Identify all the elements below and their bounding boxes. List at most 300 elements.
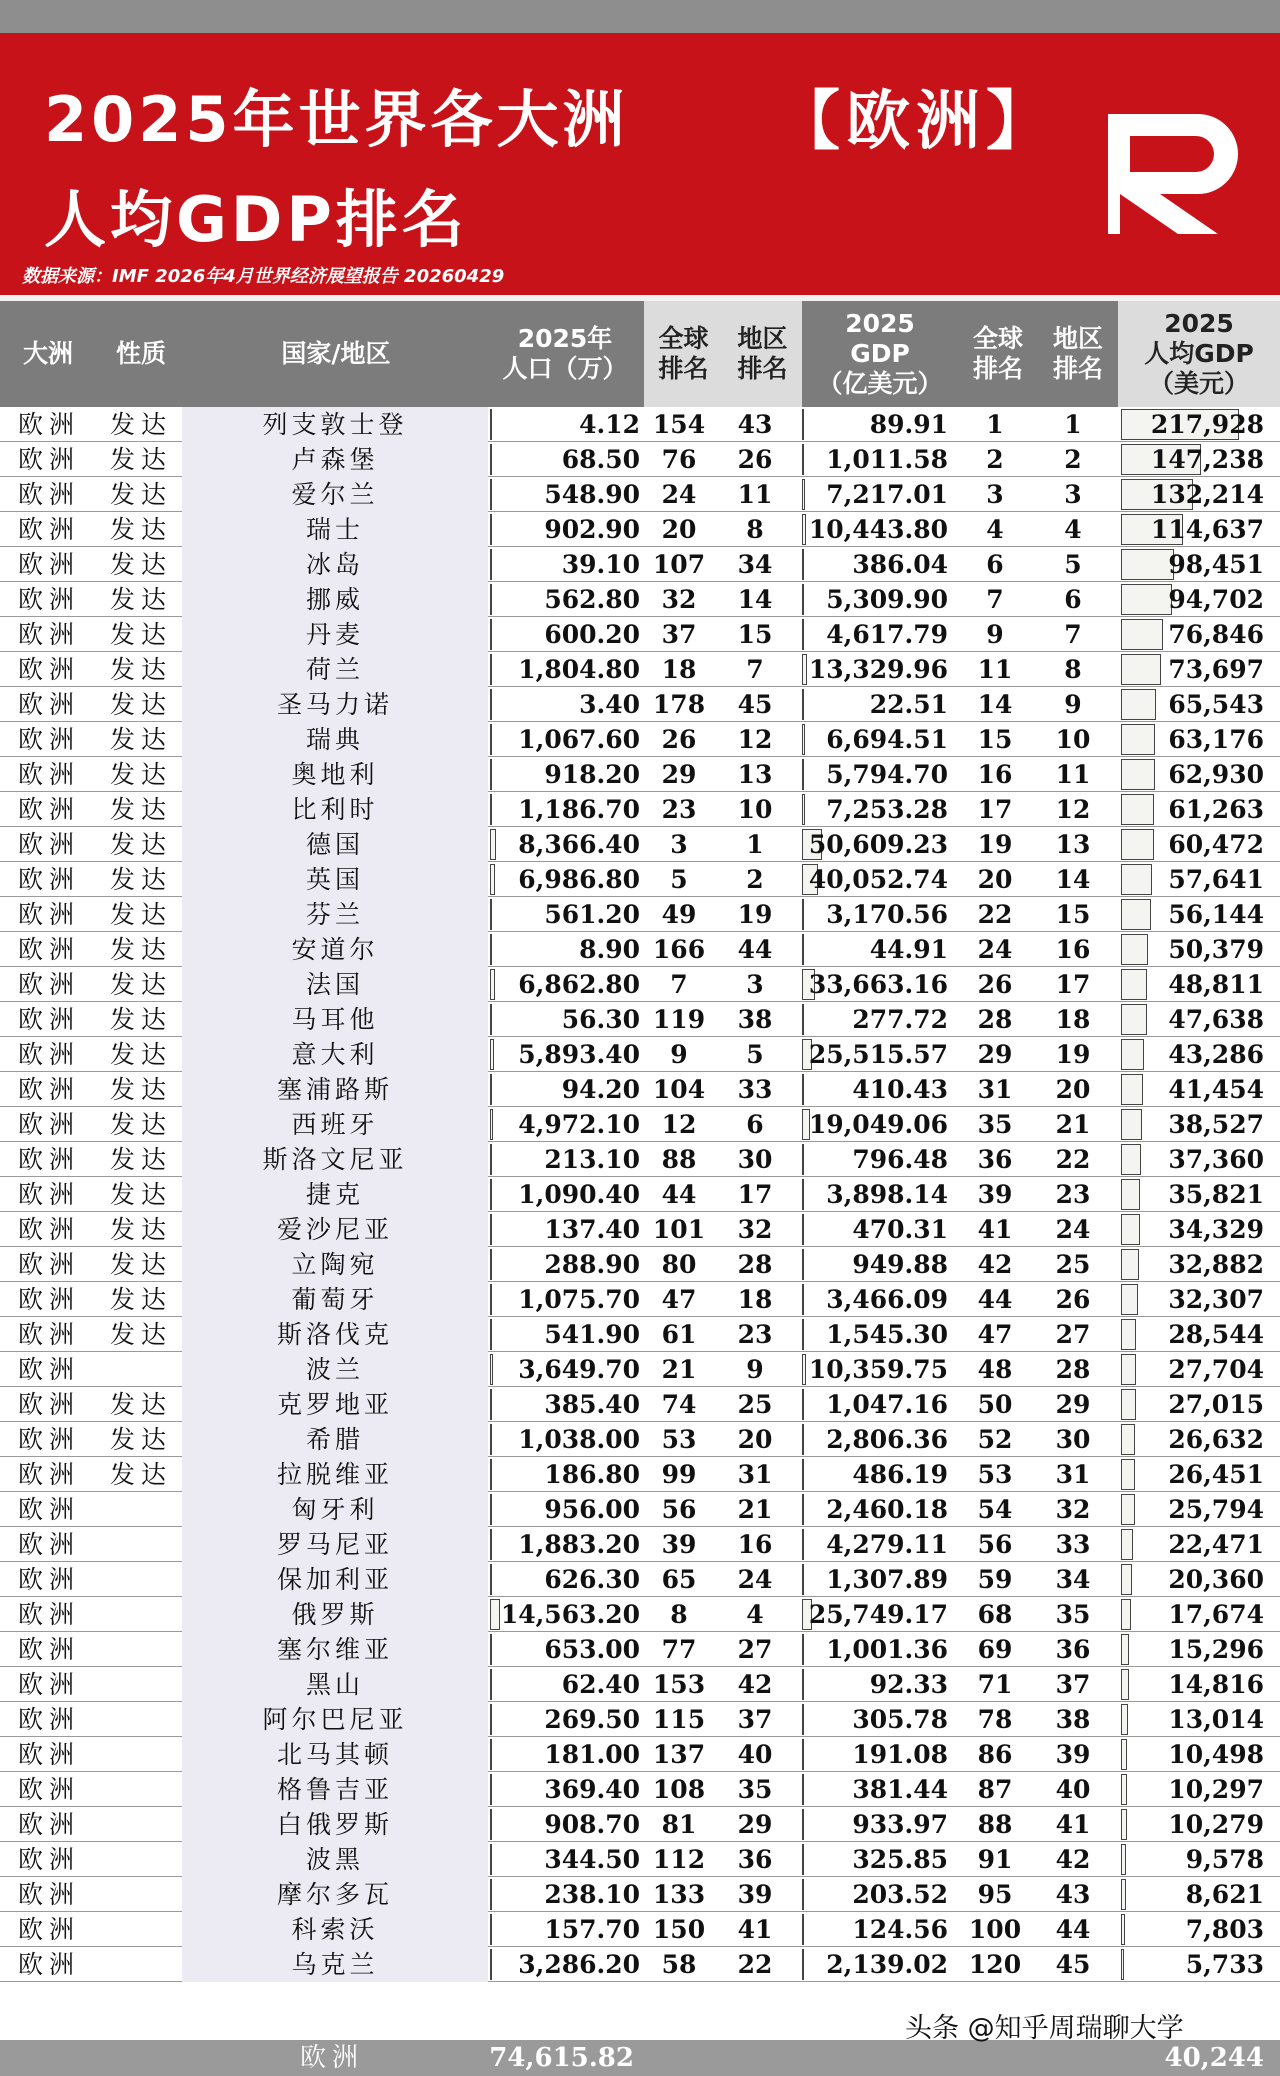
cell-type: 发达: [110, 1250, 173, 1279]
cell-gdp-region-rank: 8: [1064, 655, 1082, 684]
cell-gdp: 10,359.75: [808, 1355, 948, 1384]
cell-pop-region-rank: 37: [737, 1705, 773, 1734]
cell-continent: 欧洲: [18, 1040, 81, 1069]
cell-gdp-world-rank: 68: [977, 1600, 1013, 1629]
table-row: [0, 687, 1280, 722]
cell-pop-world-rank: 47: [661, 1285, 697, 1314]
cell-per-capita: 26,451: [1168, 1460, 1264, 1489]
cell-gdp: 2,139.02: [826, 1950, 948, 1979]
cell-gdp: 277.72: [852, 1005, 948, 1034]
cell-gdp-world-rank: 22: [977, 900, 1013, 929]
table-row: [0, 1562, 1280, 1597]
cell-gdp: 1,307.89: [826, 1565, 948, 1594]
cell-type: 发达: [110, 1110, 173, 1139]
gdp-bar: [802, 1634, 804, 1665]
cell-pop-region-rank: 39: [737, 1880, 773, 1909]
cell-population: 4,972.10: [518, 1110, 640, 1139]
table-row: [0, 1737, 1280, 1772]
cell-pop-world-rank: 115: [652, 1705, 706, 1734]
cell-gdp-world-rank: 9: [986, 620, 1004, 649]
gdp-bar: [802, 1214, 804, 1245]
cell-per-capita: 56,144: [1168, 900, 1264, 929]
cell-gdp-region-rank: 39: [1055, 1740, 1091, 1769]
cell-pop-region-rank: 33: [737, 1075, 773, 1104]
cell-type: 发达: [110, 1005, 173, 1034]
cell-pop-region-rank: 11: [737, 480, 773, 509]
gdp-bar: [802, 1739, 804, 1770]
gdp-bar: [802, 1494, 804, 1525]
cell-per-capita: 27,015: [1168, 1390, 1264, 1419]
cell-per-capita: 73,697: [1168, 655, 1264, 684]
col-type: 性质: [115, 339, 166, 368]
cell-continent: 欧洲: [18, 1635, 81, 1664]
cell-gdp-region-rank: 41: [1055, 1810, 1091, 1839]
cell-pop-region-rank: 34: [737, 550, 773, 579]
gdp-bar: [802, 899, 804, 930]
cell-continent: 欧洲: [18, 1425, 81, 1454]
cell-gdp-region-rank: 11: [1055, 760, 1091, 789]
table-row: [0, 1002, 1280, 1037]
cell-continent: 欧洲: [18, 865, 81, 894]
cell-name: 瑞典: [182, 722, 488, 757]
col-pop-world-rank: 全球 排名: [658, 324, 709, 383]
cell-gdp: 486.19: [852, 1460, 948, 1489]
cell-pop-world-rank: 53: [661, 1425, 697, 1454]
table-footer: [0, 2040, 1280, 2076]
cell-gdp-region-rank: 9: [1064, 690, 1082, 719]
cell-continent: 欧洲: [18, 1670, 81, 1699]
cell-gdp-region-rank: 23: [1055, 1180, 1091, 1209]
cell-type: 发达: [110, 1040, 173, 1069]
cell-gdp-world-rank: 1: [986, 410, 1004, 439]
cell-type: [110, 1352, 190, 1387]
gdp-bar: [802, 759, 804, 790]
cell-gdp-world-rank: 53: [977, 1460, 1013, 1489]
cell-pop-world-rank: 178: [652, 690, 706, 719]
cell-pop-region-rank: 5: [746, 1040, 764, 1069]
cell-gdp: 25,749.17: [808, 1600, 948, 1629]
cell-pop-world-rank: 101: [652, 1215, 706, 1244]
cell-gdp-world-rank: 88: [977, 1810, 1013, 1839]
cell-population: 62.40: [561, 1670, 640, 1699]
cell-pop-region-rank: 25: [737, 1390, 773, 1419]
gdp-bar: [802, 724, 805, 755]
cell-type: 发达: [110, 1215, 173, 1244]
cell-gdp: 44.91: [869, 935, 948, 964]
cell-gdp-world-rank: 36: [977, 1145, 1013, 1174]
cell-type: [110, 1912, 190, 1947]
cell-name: 意大利: [182, 1037, 488, 1072]
gdp-bar: [802, 1074, 804, 1105]
cell-gdp: 470.31: [852, 1215, 948, 1244]
cell-pop-world-rank: 99: [661, 1460, 697, 1489]
table-row: [0, 1877, 1280, 1912]
cell-gdp-region-rank: 10: [1055, 725, 1091, 754]
cell-continent: 欧洲: [18, 1775, 81, 1804]
cell-type: 发达: [110, 1285, 173, 1314]
cell-name: 斯洛文尼亚: [182, 1142, 488, 1177]
gdp-bar: [802, 1564, 804, 1595]
cell-population: 4.12: [579, 410, 640, 439]
cell-name: 奥地利: [182, 757, 488, 792]
cell-type: 发达: [110, 830, 173, 859]
cell-type: 发达: [110, 760, 173, 789]
cell-population: 39.10: [561, 550, 640, 579]
cell-type: 发达: [110, 725, 173, 754]
cell-pop-region-rank: 21: [737, 1495, 773, 1524]
table-row: [0, 862, 1280, 897]
cell-name: 荷兰: [182, 652, 488, 687]
cell-gdp: 124.56: [852, 1915, 948, 1944]
col-gdp-world-rank: 全球 排名: [972, 324, 1023, 383]
cell-continent: 欧洲: [18, 935, 81, 964]
cell-pop-world-rank: 154: [652, 410, 706, 439]
brand-logo: [1100, 100, 1260, 240]
cell-per-capita: 25,794: [1168, 1495, 1264, 1524]
cell-pop-region-rank: 40: [737, 1740, 773, 1769]
cell-pop-world-rank: 58: [661, 1950, 697, 1979]
gdp-bar: [802, 934, 804, 965]
cell-continent: 欧洲: [18, 690, 81, 719]
cell-gdp-world-rank: 100: [968, 1915, 1022, 1944]
cell-name: 北马其顿: [182, 1737, 488, 1772]
table-row: [0, 1632, 1280, 1667]
cell-name: 爱沙尼亚: [182, 1212, 488, 1247]
cell-continent: 欧洲: [18, 1355, 81, 1384]
cell-population: 269.50: [544, 1705, 640, 1734]
cell-population: 369.40: [544, 1775, 640, 1804]
cell-gdp-region-rank: 28: [1055, 1355, 1091, 1384]
cell-type: 发达: [110, 620, 173, 649]
table-row: [0, 1037, 1280, 1072]
cell-type: 发达: [110, 655, 173, 684]
cell-type: [110, 1562, 190, 1597]
cell-name: 比利时: [182, 792, 488, 827]
cell-type: [110, 1667, 190, 1702]
cell-gdp-region-rank: 31: [1055, 1460, 1091, 1489]
cell-per-capita: 132,214: [1150, 480, 1264, 509]
table-row: [0, 757, 1280, 792]
cell-continent: 欧洲: [18, 445, 81, 474]
cell-pop-world-rank: 9: [670, 1040, 688, 1069]
cell-continent: 欧洲: [18, 1005, 81, 1034]
table-row: [0, 547, 1280, 582]
cell-gdp-region-rank: 36: [1055, 1635, 1091, 1664]
cell-gdp-world-rank: 120: [968, 1950, 1022, 1979]
cell-pop-world-rank: 44: [661, 1180, 697, 1209]
cell-population: 5,893.40: [518, 1040, 640, 1069]
cell-gdp: 1,011.58: [826, 445, 948, 474]
cell-gdp-world-rank: 15: [977, 725, 1013, 754]
cell-type: [110, 1737, 190, 1772]
cell-pop-region-rank: 36: [737, 1845, 773, 1874]
cell-pop-region-rank: 18: [737, 1285, 773, 1314]
cell-continent: 欧洲: [18, 1320, 81, 1349]
cell-name: 冰岛: [182, 547, 488, 582]
cell-pop-region-rank: 31: [737, 1460, 773, 1489]
cell-pop-region-rank: 32: [737, 1215, 773, 1244]
cell-gdp: 19,049.06: [808, 1110, 948, 1139]
cell-pop-world-rank: 153: [652, 1670, 706, 1699]
cell-population: 541.90: [544, 1320, 640, 1349]
cell-population: 562.80: [544, 585, 640, 614]
cell-population: 626.30: [544, 1565, 640, 1594]
cell-gdp: 22.51: [869, 690, 948, 719]
table-row: [0, 1247, 1280, 1282]
gdp-bar: [802, 1424, 804, 1455]
cell-gdp-region-rank: 43: [1055, 1880, 1091, 1909]
gdp-bar: [802, 1284, 804, 1315]
cell-type: [110, 1632, 190, 1667]
cell-per-capita: 50,379: [1168, 935, 1264, 964]
cell-gdp-region-rank: 14: [1055, 865, 1091, 894]
table-row: [0, 512, 1280, 547]
cell-gdp: 325.85: [852, 1845, 948, 1874]
cell-pop-world-rank: 21: [661, 1355, 697, 1384]
cell-pop-world-rank: 107: [652, 550, 706, 579]
cell-gdp-region-rank: 17: [1055, 970, 1091, 999]
cell-population: 902.90: [544, 515, 640, 544]
cell-per-capita: 57,641: [1168, 865, 1264, 894]
cell-per-capita: 14,816: [1168, 1670, 1264, 1699]
cell-gdp-world-rank: 59: [977, 1565, 1013, 1594]
table-row: [0, 1947, 1280, 1982]
table-row: [0, 967, 1280, 1002]
cell-gdp-world-rank: 86: [977, 1740, 1013, 1769]
cell-type: 发达: [110, 585, 173, 614]
cell-gdp: 3,170.56: [826, 900, 948, 929]
cell-gdp: 40,052.74: [808, 865, 948, 894]
cell-gdp: 2,460.18: [826, 1495, 948, 1524]
cell-type: 发达: [110, 410, 173, 439]
cell-gdp-world-rank: 91: [977, 1845, 1013, 1874]
cell-name: 克罗地亚: [182, 1387, 488, 1422]
top-strip: [0, 0, 1280, 33]
cell-gdp-world-rank: 7: [986, 585, 1004, 614]
cell-type: 发达: [110, 1460, 173, 1489]
cell-gdp-world-rank: 6: [986, 550, 1004, 579]
cell-pop-world-rank: 112: [652, 1845, 706, 1874]
cell-gdp-region-rank: 25: [1055, 1250, 1091, 1279]
cell-population: 1,090.40: [518, 1180, 640, 1209]
cell-type: [110, 1842, 190, 1877]
cell-gdp-world-rank: 24: [977, 935, 1013, 964]
cell-pop-region-rank: 16: [737, 1530, 773, 1559]
cell-name: 捷克: [182, 1177, 488, 1212]
cell-population: 548.90: [544, 480, 640, 509]
table-row: [0, 1597, 1280, 1632]
cell-gdp-world-rank: 20: [977, 865, 1013, 894]
gdp-bar: [802, 689, 804, 720]
cell-name: 挪威: [182, 582, 488, 617]
cell-pop-region-rank: 35: [737, 1775, 773, 1804]
table-row: [0, 1492, 1280, 1527]
cell-continent: 欧洲: [18, 1705, 81, 1734]
cell-pop-region-rank: 23: [737, 1320, 773, 1349]
cell-pop-world-rank: 166: [652, 935, 706, 964]
cell-continent: 欧洲: [18, 1600, 81, 1629]
cell-gdp-world-rank: 48: [977, 1355, 1013, 1384]
cell-gdp-region-rank: 19: [1055, 1040, 1091, 1069]
cell-gdp: 949.88: [852, 1250, 948, 1279]
cell-population: 385.40: [544, 1390, 640, 1419]
table-row: [0, 1667, 1280, 1702]
cell-gdp: 33,663.16: [808, 970, 948, 999]
cell-pop-region-rank: 44: [737, 935, 773, 964]
cell-type: [110, 1772, 190, 1807]
cell-continent: 欧洲: [18, 1740, 81, 1769]
cell-per-capita: 32,882: [1168, 1250, 1264, 1279]
cell-population: 600.20: [544, 620, 640, 649]
gdp-bar: [802, 1949, 804, 1980]
cell-name: 英国: [182, 862, 488, 897]
page-title-line2: 人均GDP排名: [44, 183, 468, 256]
cell-gdp-region-rank: 27: [1055, 1320, 1091, 1349]
table-row: [0, 1317, 1280, 1352]
cell-per-capita: 47,638: [1168, 1005, 1264, 1034]
gdp-bar: [802, 1179, 804, 1210]
cell-gdp-region-rank: 42: [1055, 1845, 1091, 1874]
region-tag: 【欧洲】: [776, 85, 1056, 159]
cell-population: 68.50: [561, 445, 640, 474]
cell-name: 乌克兰: [182, 1947, 488, 1982]
cell-type: 发达: [110, 1320, 173, 1349]
col-pop-region-rank: 地区 排名: [737, 324, 788, 383]
cell-per-capita: 7,803: [1185, 1915, 1264, 1944]
cell-population: 1,067.60: [518, 725, 640, 754]
cell-continent: 欧洲: [18, 1250, 81, 1279]
cell-type: 发达: [110, 1390, 173, 1419]
table-row: [0, 1702, 1280, 1737]
table-row: [0, 1072, 1280, 1107]
cell-gdp-region-rank: 38: [1055, 1705, 1091, 1734]
cell-continent: 欧洲: [18, 1565, 81, 1594]
cell-name: 葡萄牙: [182, 1282, 488, 1317]
cell-per-capita: 28,544: [1168, 1320, 1264, 1349]
gdp-bar: [802, 549, 804, 580]
cell-pop-region-rank: 43: [737, 410, 773, 439]
cell-name: 格鲁吉亚: [182, 1772, 488, 1807]
cell-gdp: 1,001.36: [826, 1635, 948, 1664]
cell-gdp-world-rank: 52: [977, 1425, 1013, 1454]
cell-population: 1,038.00: [518, 1425, 640, 1454]
gdp-bar: [802, 1844, 804, 1875]
cell-gdp-world-rank: 2: [986, 445, 1004, 474]
col-name: 国家/地区: [281, 339, 391, 368]
cell-per-capita: 114,637: [1150, 515, 1264, 544]
cell-gdp-world-rank: 56: [977, 1530, 1013, 1559]
cell-pop-world-rank: 104: [652, 1075, 706, 1104]
cell-pop-region-rank: 14: [737, 585, 773, 614]
cell-continent: 欧洲: [18, 1880, 81, 1909]
cell-per-capita: 26,632: [1168, 1425, 1264, 1454]
cell-type: [110, 1597, 190, 1632]
cell-gdp-world-rank: 69: [977, 1635, 1013, 1664]
table-row: [0, 792, 1280, 827]
cell-gdp-world-rank: 19: [977, 830, 1013, 859]
cell-pop-world-rank: 8: [670, 1600, 688, 1629]
cell-population: 1,186.70: [518, 795, 640, 824]
cell-name: 俄罗斯: [182, 1597, 488, 1632]
cell-per-capita: 27,704: [1168, 1355, 1264, 1384]
cell-type: 发达: [110, 900, 173, 929]
cell-gdp-region-rank: 40: [1055, 1775, 1091, 1804]
footer-pop-total: 74,615.82: [489, 2043, 634, 2073]
cell-continent: 欧洲: [18, 410, 81, 439]
cell-population: 3.40: [579, 690, 640, 719]
cell-per-capita: 37,360: [1168, 1145, 1264, 1174]
cell-per-capita: 147,238: [1150, 445, 1264, 474]
cell-per-capita: 217,928: [1150, 410, 1264, 439]
cell-gdp-region-rank: 37: [1055, 1670, 1091, 1699]
cell-pop-region-rank: 2: [746, 865, 764, 894]
cell-continent: 欧洲: [18, 900, 81, 929]
cell-gdp-world-rank: 14: [977, 690, 1013, 719]
col-per-capita: 2025 人均GDP （美元）: [1118, 301, 1280, 407]
cell-gdp-world-rank: 78: [977, 1705, 1013, 1734]
cell-pop-region-rank: 10: [737, 795, 773, 824]
cell-name: 西班牙: [182, 1107, 488, 1142]
cell-continent: 欧洲: [18, 1495, 81, 1524]
gdp-bar: [802, 1459, 804, 1490]
cell-gdp-region-rank: 32: [1055, 1495, 1091, 1524]
cell-type: [110, 1807, 190, 1842]
cell-name: 白俄罗斯: [182, 1807, 488, 1842]
cell-name: 法国: [182, 967, 488, 1002]
cell-gdp-world-rank: 17: [977, 795, 1013, 824]
cell-name: 圣马力诺: [182, 687, 488, 722]
cell-population: 908.70: [544, 1810, 640, 1839]
cell-type: 发达: [110, 795, 173, 824]
table-row: [0, 827, 1280, 862]
cell-pop-world-rank: 32: [661, 585, 697, 614]
gdp-bar: [802, 1249, 804, 1280]
cell-pop-world-rank: 65: [661, 1565, 697, 1594]
cell-pop-region-rank: 30: [737, 1145, 773, 1174]
cell-gdp: 381.44: [852, 1775, 948, 1804]
col-pop-ranks: [644, 301, 802, 407]
cell-pop-region-rank: 41: [737, 1915, 773, 1944]
cell-name: 科索沃: [182, 1912, 488, 1947]
table-row: [0, 1912, 1280, 1947]
cell-per-capita: 65,543: [1168, 690, 1264, 719]
cell-population: 137.40: [544, 1215, 640, 1244]
cell-name: 希腊: [182, 1422, 488, 1457]
cell-pop-region-rank: 7: [746, 655, 764, 684]
cell-gdp: 203.52: [852, 1880, 948, 1909]
cell-pop-world-rank: 80: [661, 1250, 697, 1279]
cell-continent: 欧洲: [18, 1110, 81, 1139]
cell-gdp: 13,329.96: [808, 655, 948, 684]
gdp-bar: [802, 1389, 804, 1420]
cell-gdp: 933.97: [852, 1810, 948, 1839]
data-source: 数据来源：IMF 2026年4月世界经济展望报告 20260429: [22, 266, 505, 287]
cell-type: 发达: [110, 1180, 173, 1209]
cell-gdp-region-rank: 1: [1064, 410, 1082, 439]
cell-pop-world-rank: 39: [661, 1530, 697, 1559]
table-header: [0, 301, 1280, 407]
cell-name: 匈牙利: [182, 1492, 488, 1527]
cell-pop-world-rank: 56: [661, 1495, 697, 1524]
cell-name: 塞浦路斯: [182, 1072, 488, 1107]
cell-type: [110, 1947, 190, 1982]
cell-pop-region-rank: 17: [737, 1180, 773, 1209]
table-row: [0, 1422, 1280, 1457]
cell-gdp: 1,047.16: [826, 1390, 948, 1419]
cell-population: 6,862.80: [518, 970, 640, 999]
table-row: [0, 1527, 1280, 1562]
cell-gdp-region-rank: 16: [1055, 935, 1091, 964]
